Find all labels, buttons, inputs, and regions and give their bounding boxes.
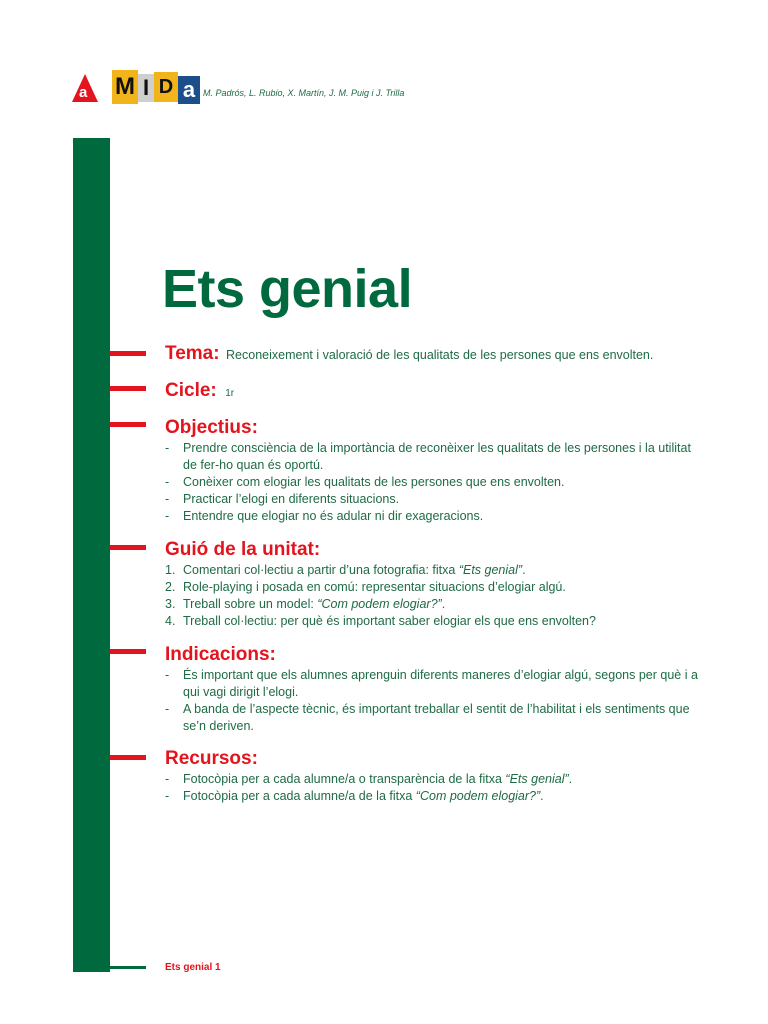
section-marker	[110, 386, 146, 391]
logo-letter-a-red: a	[72, 74, 98, 102]
logo-letter-d: D	[154, 72, 178, 102]
list-item: - Practicar l’elogi en diferents situacions.	[165, 492, 400, 506]
authors-line: M. Padrós, L. Rubio, X. Martín, J. M. Puig i J. Trilla	[203, 88, 405, 98]
tema-heading: Tema:	[165, 343, 220, 364]
logo-letter-a-blue: a	[178, 76, 200, 104]
list-item: - A banda de l’aspecte tècnic, és important treballar el sentit de l’habilitat i els sentiments que se’n deriven.	[165, 702, 690, 733]
section-marker	[110, 649, 146, 654]
recursos-section	[165, 748, 708, 805]
section-marker	[110, 422, 146, 427]
cicle-text: 1r	[225, 388, 235, 399]
indicacions-list	[165, 667, 708, 735]
list-item: 1. Comentari col·lectiu a partir d’una fotografia: fitxa “Ets genial”.	[165, 563, 526, 577]
objectius-list	[165, 440, 708, 525]
list-item: - Conèixer com elogiar les qualitats de les persones que ens envolten.	[165, 475, 565, 489]
guio-heading: Guió de la unitat:	[165, 539, 321, 560]
footer-title: Ets genial	[165, 962, 213, 973]
list-item: - Fotocòpia per a cada alumne/a de la fitxa “Com podem elogiar?”.	[165, 789, 544, 803]
cicle-heading: Cicle:	[165, 380, 217, 401]
a-mida-logo	[72, 70, 198, 104]
section-marker	[110, 755, 146, 760]
list-item: - És important que els alumnes aprenguin diferents maneres d’elogiar algú, segons per què i a qui vagi dirigit l’elogi.	[165, 668, 698, 699]
list-item: 4. Treball col·lectiu: per què és important saber elogiar els que ens envolten?	[165, 614, 596, 628]
page-number: 1	[215, 962, 221, 973]
objectius-section	[165, 417, 708, 525]
tema-text: Reconeixement i valoració de les qualitats de les persones que ens envolten.	[226, 348, 654, 362]
list-item: - Prendre consciència de la importància de reconèixer les qualitats de les persones i la utilitat de fer-ho quan és oportú.	[165, 441, 691, 472]
tema-section	[165, 343, 708, 365]
indicacions-section	[165, 644, 708, 735]
list-item: 2. Role-playing i posada en comú: representar situacions d’elogiar algú.	[165, 580, 566, 594]
logo-letter-i: I	[138, 74, 154, 102]
recursos-heading: Recursos:	[165, 748, 258, 769]
guio-list	[165, 562, 708, 630]
objectius-heading: Objectius:	[165, 417, 258, 438]
indicacions-heading: Indicacions:	[165, 644, 276, 665]
list-item: 3. Treball sobre un model: “Com podem elogiar?”.	[165, 597, 446, 611]
green-sidebar-bar	[73, 138, 110, 972]
list-item: - Fotocòpia per a cada alumne/a o transparència de la fitxa “Ets genial”.	[165, 772, 573, 786]
section-marker	[110, 545, 146, 550]
logo-letter-m: M	[112, 70, 138, 104]
page-title: Ets genial	[162, 259, 413, 319]
list-item: - Entendre que elogiar no és adular ni dir exageracions.	[165, 509, 484, 523]
guio-section	[165, 539, 708, 630]
section-marker	[110, 351, 146, 356]
page-footer	[165, 962, 221, 973]
footer-rule	[110, 966, 146, 969]
cicle-section	[165, 380, 708, 402]
recursos-list	[165, 771, 708, 805]
